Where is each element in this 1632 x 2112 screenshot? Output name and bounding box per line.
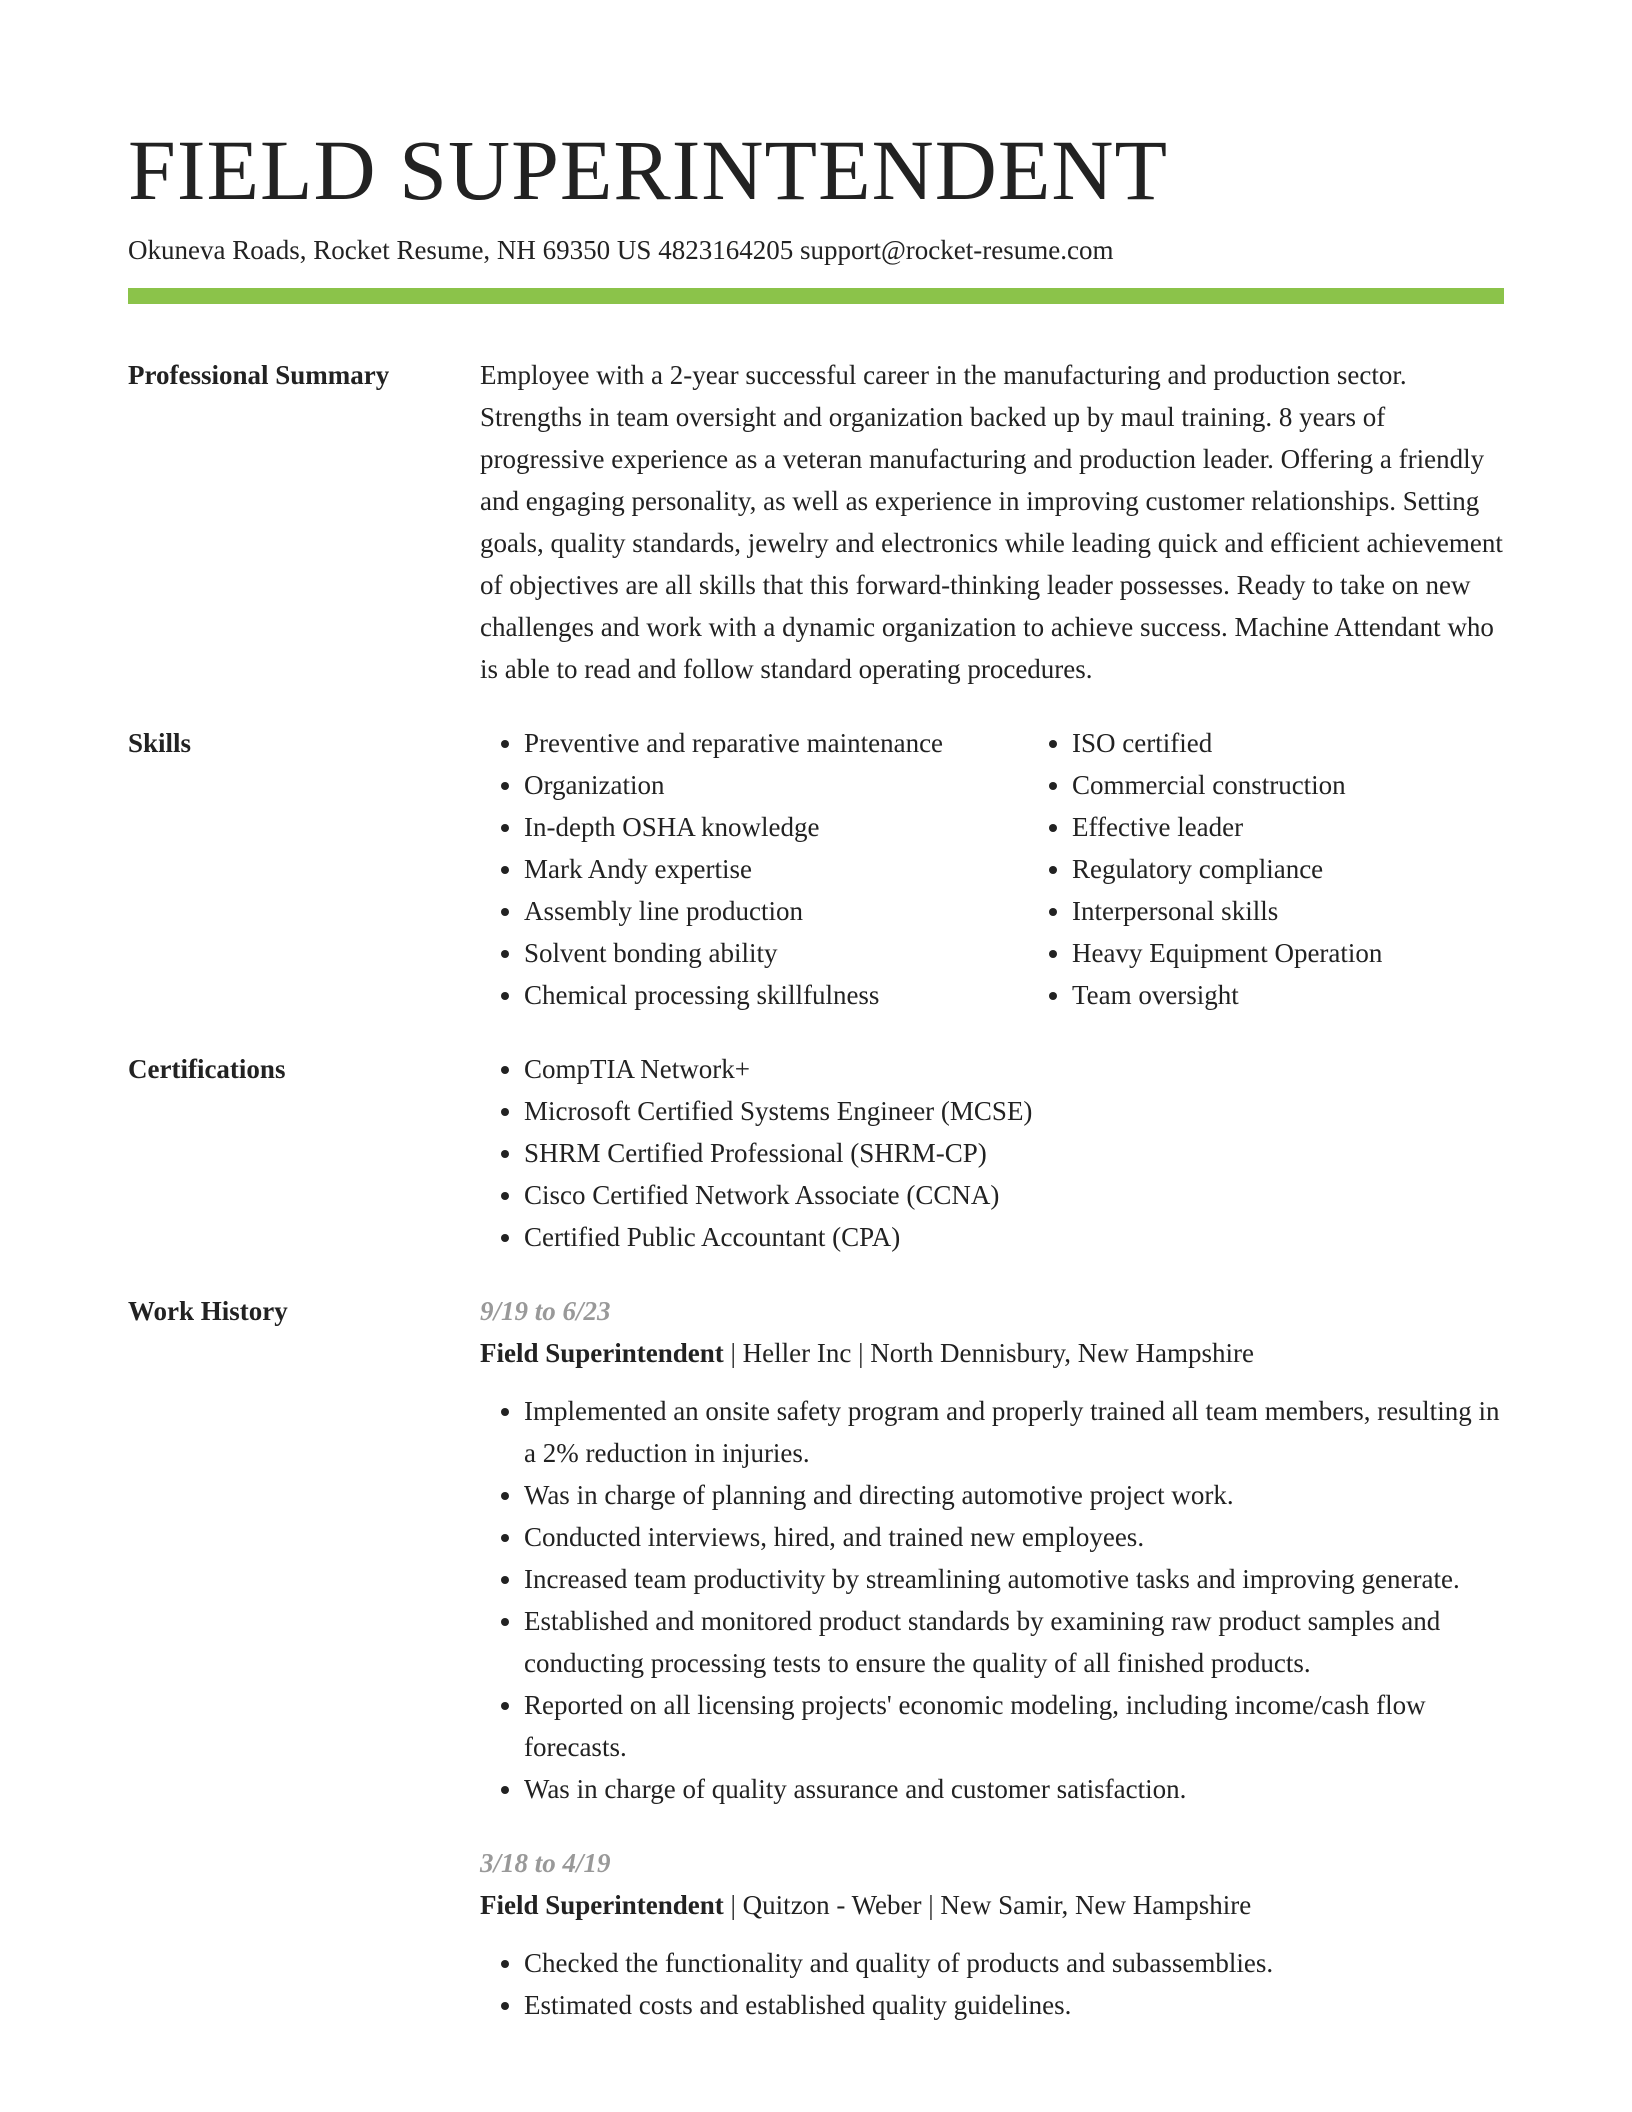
resume-page	[128, 118, 1504, 2026]
section-heading: Certifications	[128, 1054, 286, 1084]
certifications-list	[480, 1048, 1504, 1258]
job-title: Field Superintendent	[480, 1338, 724, 1368]
candidate-name: FIELD SUPERINTENDENT	[128, 122, 1168, 218]
job-bullet: • Established and monitored product standards by examining raw product samples and conducting processing tests to ensure the quality of all finished products.	[524, 1600, 1504, 1684]
skill-item: • Commercial construction	[1072, 764, 1504, 806]
job-details: | Heller Inc | North Dennisbury, New Hampshire	[723, 1338, 1254, 1368]
job-bullets	[480, 1942, 1504, 2026]
work-history-body	[480, 1290, 1504, 2026]
skills-section	[128, 722, 1504, 1016]
job-bullet: • Estimated costs and established quality guidelines.	[524, 1984, 1504, 2026]
job-heading	[480, 1332, 1504, 1374]
summary-text: Employee with a 2-year successful career in the manufacturing and production sector. Strengths in team oversight and organization backed up by maul training. 8 years of progressive experience as a veteran manufacturing and production leader. Offering a friendly and engaging personality, as well as experience in improving customer relationships. Setting goals, quality standards, jewelry and electronics while leading quick and efficient achievement of objectives are all skills that this forward-thinking leader possesses. Ready to take on new challenges and work with a dynamic organization to achieve success. Machine Attendant who is able to read and follow standard operating procedures.	[480, 360, 1503, 684]
job-dates: 9/19 to 6/23	[480, 1296, 611, 1326]
skill-item: • Assembly line production	[524, 890, 1028, 932]
work-history-section	[128, 1290, 1504, 2026]
certification-item: • SHRM Certified Professional (SHRM-CP)	[524, 1132, 1504, 1174]
job-bullet: • Checked the functionality and quality of products and subassemblies.	[524, 1942, 1504, 1984]
job-bullet: • Implemented an onsite safety program and properly trained all team members, resulting in a 2% reduction in injuries.	[524, 1390, 1504, 1474]
skill-item: • ISO certified	[1072, 722, 1504, 764]
skill-item: • Heavy Equipment Operation	[1072, 932, 1504, 974]
section-heading: Skills	[128, 728, 192, 758]
skills-grid	[480, 722, 1504, 1016]
certifications-body	[480, 1048, 1504, 1258]
skill-item: • Effective leader	[1072, 806, 1504, 848]
job-bullet: • Reported on all licensing projects' economic modeling, including income/cash flow forecasts.	[524, 1684, 1504, 1768]
skills-column-1	[480, 722, 1028, 1016]
skill-item: • In-depth OSHA knowledge	[524, 806, 1028, 848]
job-dates: 3/18 to 4/19	[480, 1848, 611, 1878]
skill-item: • Organization	[524, 764, 1028, 806]
section-heading: Professional Summary	[128, 360, 390, 390]
certification-item: • Microsoft Certified Systems Engineer (MCSE)	[524, 1090, 1504, 1132]
skill-item: • Regulatory compliance	[1072, 848, 1504, 890]
skill-item: • Mark Andy expertise	[524, 848, 1028, 890]
job-entry	[480, 1290, 1504, 1810]
skill-item: • Interpersonal skills	[1072, 890, 1504, 932]
job-heading	[480, 1884, 1504, 1926]
certification-item: • Cisco Certified Network Associate (CCNA)	[524, 1174, 1504, 1216]
job-bullet: • Increased team productivity by streamlining automotive tasks and improving generate.	[524, 1558, 1504, 1600]
accent-divider	[128, 288, 1504, 304]
job-bullet: • Was in charge of planning and directing automotive project work.	[524, 1474, 1504, 1516]
skill-item: • Solvent bonding ability	[524, 932, 1028, 974]
job-bullet: • Conducted interviews, hired, and trained new employees.	[524, 1516, 1504, 1558]
job-details: | Quitzon - Weber | New Samir, New Hampshire	[723, 1890, 1252, 1920]
skills-column-2	[1028, 722, 1504, 1016]
certifications-section	[128, 1048, 1504, 1258]
section-heading: Work History	[128, 1296, 288, 1326]
certification-item: • CompTIA Network+	[524, 1048, 1504, 1090]
contact-line: Okuneva Roads, Rocket Resume, NH 69350 US 4823164205 support@rocket-resume.com	[128, 235, 1114, 265]
job-entry	[480, 1842, 1504, 2026]
job-bullets	[480, 1390, 1504, 1810]
job-bullet: • Was in charge of quality assurance and customer satisfaction.	[524, 1768, 1504, 1810]
professional-summary-section	[128, 354, 1504, 690]
skill-item: • Chemical processing skillfulness	[524, 974, 1028, 1016]
certification-item: • Certified Public Accountant (CPA)	[524, 1216, 1504, 1258]
skill-item: • Team oversight	[1072, 974, 1504, 1016]
skill-item: • Preventive and reparative maintenance	[524, 722, 1028, 764]
job-title: Field Superintendent	[480, 1890, 724, 1920]
